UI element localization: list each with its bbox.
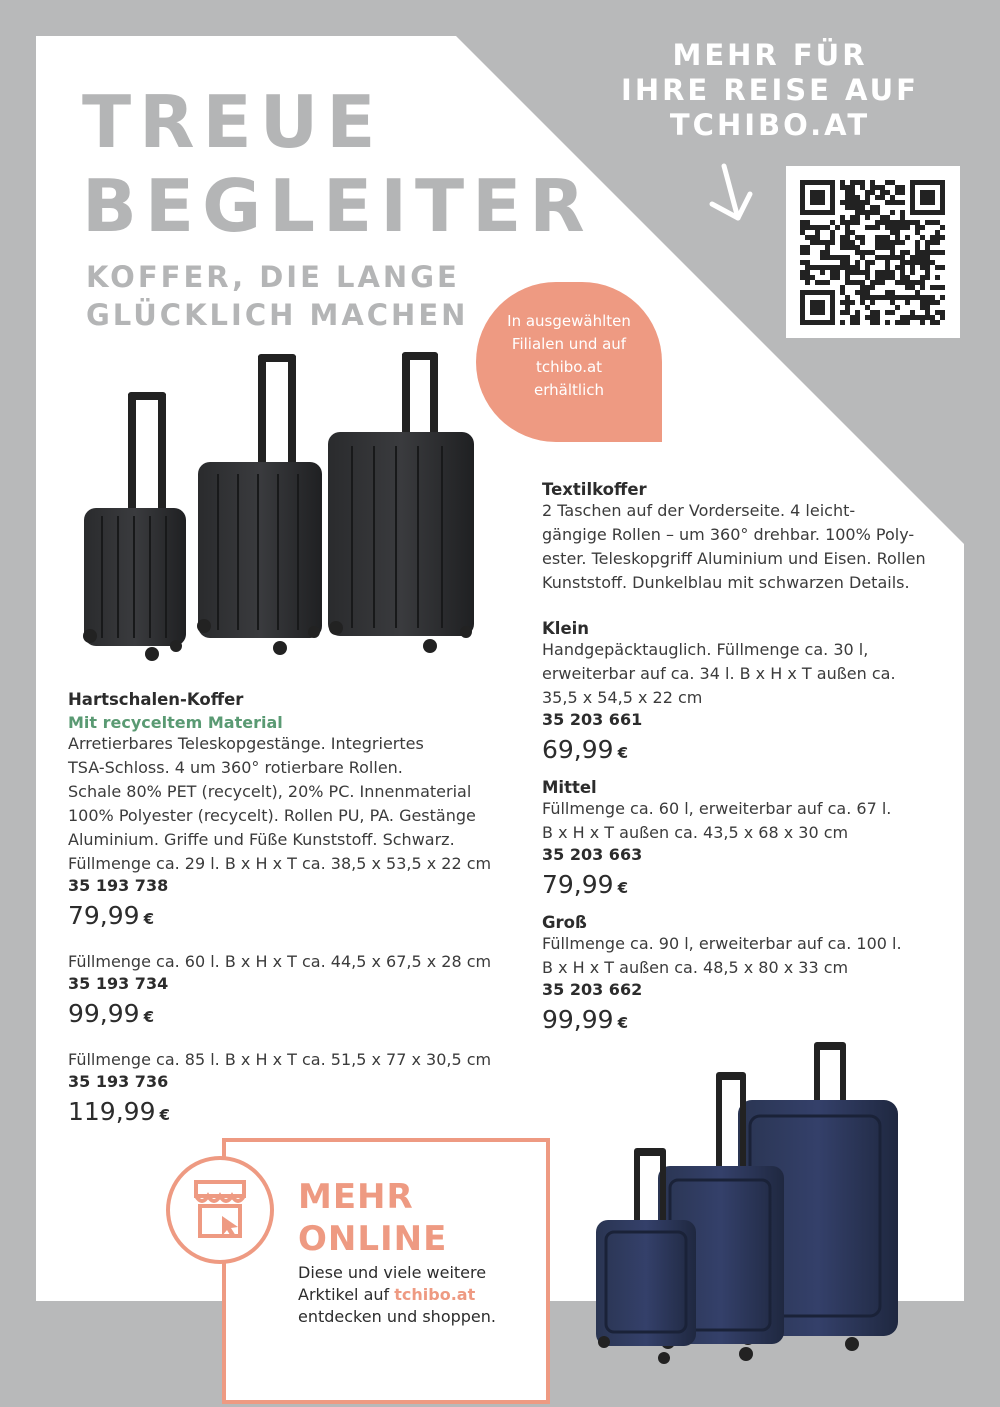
hardshell-section xyxy=(68,690,508,1126)
availability-badge-text: In ausgewählten Filialen und auf tchibo.at erhältlich xyxy=(507,312,631,399)
textile-description xyxy=(542,499,952,595)
shop-icon xyxy=(170,1160,270,1260)
textile-mid-description xyxy=(542,797,952,845)
hardshell-description xyxy=(68,732,508,876)
textile-mid-price: 79,99 € xyxy=(542,870,629,899)
qr-code[interactable] xyxy=(786,166,960,338)
text-line: Füllmenge ca. 60 l, erweiterbar auf ca. 67 l. xyxy=(542,799,892,818)
hardshell-sku-small: 35 193 738 xyxy=(68,876,169,895)
textile-section xyxy=(542,480,952,1034)
hardshell-suitcases-image xyxy=(70,350,490,670)
textile-mid-sku: 35 203 663 xyxy=(542,845,643,864)
text-line: Schale 80% PET (recycelt), 20% PC. Innenmaterial xyxy=(68,782,472,801)
text-line: B x H x T außen ca. 43,5 x 68 x 30 cm xyxy=(542,823,849,842)
text-line: 100% Polyester (recycelt). Rollen PU, PA. Gestänge xyxy=(68,806,476,825)
text-line: ester. Teleskopgriff Aluminium und Eisen. Rollen xyxy=(542,549,926,568)
textile-mid-title: Mittel xyxy=(542,778,597,797)
textile-large-sku: 35 203 662 xyxy=(542,980,643,999)
hardshell-price-small: 79,99 € xyxy=(68,901,155,930)
textile-small-sku: 35 203 661 xyxy=(542,710,643,729)
textile-title: Textilkoffer xyxy=(542,480,647,499)
hardshell-title: Hartschalen-Koffer xyxy=(68,690,244,709)
page-subtitle: KOFFER, DIE LANGE GLÜCKLICH MACHEN xyxy=(86,260,469,332)
textile-small-title: Klein xyxy=(542,619,590,638)
arrow-down-icon xyxy=(700,160,770,230)
hardshell-size-medium: Füllmenge ca. 60 l. B x H x T ca. 44,5 x 67,5 x 28 cm xyxy=(68,952,492,971)
hardshell-price-medium: 99,99 € xyxy=(68,999,155,1028)
hardshell-sku-large: 35 193 736 xyxy=(68,1072,169,1091)
text-line: erweiterbar auf ca. 34 l. B x H x T außen ca. xyxy=(542,664,896,683)
mehr-online-text: Diese und viele weitere Arktikel auf tchibo.at entdecken und shoppen. xyxy=(298,1263,496,1326)
promo-text: MEHR FÜR IHRE REISE AUF TCHIBO.AT xyxy=(621,38,919,142)
mehr-online-title: MEHR ONLINE xyxy=(298,1177,448,1259)
text-line: Aluminium. Griffe und Füße Kunststoff. Schwarz. xyxy=(68,830,455,849)
tchibo-link[interactable]: tchibo.at xyxy=(394,1285,476,1304)
text-line: Füllmenge ca. 90 l, erweiterbar auf ca. 100 l. xyxy=(542,934,902,953)
hardshell-price-large: 119,99 € xyxy=(68,1097,170,1126)
textile-large-title: Groß xyxy=(542,913,587,932)
textile-small-price: 69,99 € xyxy=(542,735,629,764)
hardshell-size-large: Füllmenge ca. 85 l. B x H x T ca. 51,5 x 77 x 30,5 cm xyxy=(68,1050,492,1069)
text-line: gängige Rollen – um 360° drehbar. 100% Poly- xyxy=(542,525,915,544)
textile-suitcases-image xyxy=(590,1036,910,1366)
text-line: Füllmenge ca. 29 l. B x H x T ca. 38,5 x 53,5 x 22 cm xyxy=(68,854,492,873)
text-line: Kunststoff. Dunkelblau mit schwarzen Details. xyxy=(542,573,910,592)
text-line: B x H x T außen ca. 48,5 x 80 x 33 cm xyxy=(542,958,849,977)
textile-large-description xyxy=(542,932,952,980)
text-line: Handgepäcktauglich. Füllmenge ca. 30 l, xyxy=(542,640,869,659)
textile-small-description xyxy=(542,638,952,710)
text-line: Arretierbares Teleskopgestänge. Integriertes xyxy=(68,734,424,753)
page-title: TREUE BEGLEITER xyxy=(82,80,593,248)
text-line: TSA-Schloss. 4 um 360° rotierbare Rollen. xyxy=(68,758,403,777)
textile-large-price: 99,99 € xyxy=(542,1005,629,1034)
hardshell-tagline: Mit recyceltem Material xyxy=(68,713,283,732)
text-line: 35,5 x 54,5 x 22 cm xyxy=(542,688,703,707)
hardshell-sku-medium: 35 193 734 xyxy=(68,974,169,993)
text-line: 2 Taschen auf der Vorderseite. 4 leicht- xyxy=(542,501,856,520)
shop-circle xyxy=(166,1156,274,1264)
qr-code-icon xyxy=(786,166,960,338)
